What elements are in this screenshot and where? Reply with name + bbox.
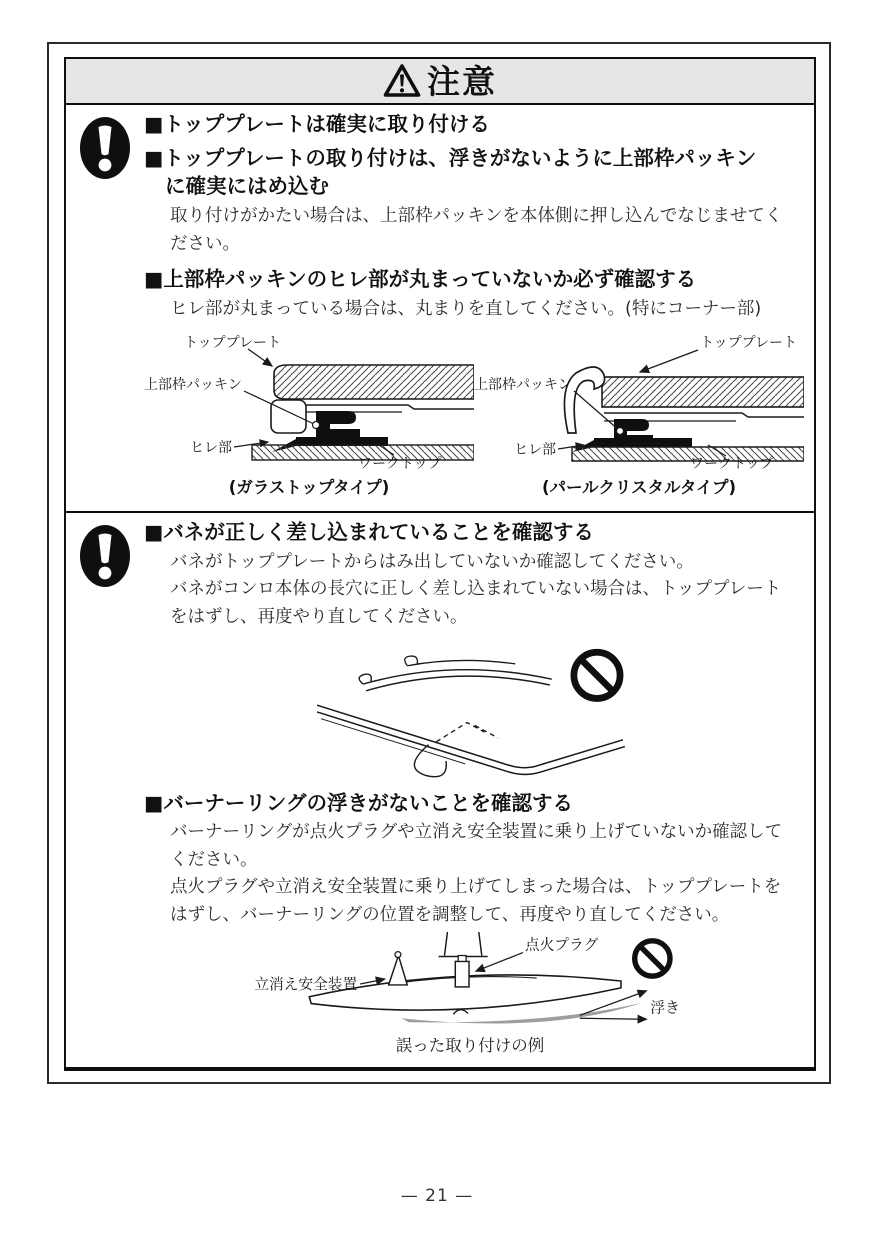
body-line: 点火プラグや立消え安全装置に乗り上げてしまった場合は、トッププレートを (170, 877, 782, 898)
body-paragraph (144, 296, 796, 324)
label-top-plate: トッププレート (700, 335, 798, 352)
body-line: ください。 (170, 849, 258, 870)
body-line: はずし、バーナーリングの位置を調整して、再度やり直してください。 (170, 905, 730, 926)
heading-check-fin: ■上部枠パッキンのヒレ部が丸まっていないか必ず確認する (144, 267, 697, 292)
section-spring-burner (66, 511, 814, 1056)
body-paragraph (144, 549, 796, 632)
label-worktop: ワークトップ (690, 456, 774, 470)
heading-burner-ring: ■バーナーリングの浮きがないことを確認する (144, 790, 573, 815)
heading-attach-top-plate: ■トッププレートは確実に取り付ける (144, 112, 490, 136)
label-safety-device: 立消え安全装置 (254, 975, 358, 993)
diagram-glass-top (144, 333, 474, 498)
glass-top-cross-section (144, 333, 474, 469)
page-number: — 21 — (400, 1186, 474, 1206)
body-line: バーナーリングが点火プラグや立消え安全装置に乗り上げていないか確認して (170, 822, 783, 843)
label-ignition-plug: 点火プラグ (524, 936, 599, 954)
caption-wrong-install: 誤った取り付けの例 (395, 1035, 545, 1055)
caution-header (66, 59, 814, 105)
caution-box (64, 57, 816, 1071)
label-worktop: ワークトップ (358, 456, 442, 470)
body-line: バネがトッププレートからはみ出していないか確認してください。 (170, 551, 694, 572)
spring-misinsert-diagram (305, 634, 635, 786)
body-paragraph (144, 203, 796, 258)
prohibition-icon (635, 941, 670, 976)
body-line: ださい。 (170, 233, 240, 254)
pearl-crystal-cross-section (474, 333, 804, 469)
body-line: をはずし、再度やり直してください。 (170, 606, 468, 627)
caption-pearl-crystal: (パールクリスタルタイプ) (541, 478, 737, 498)
heading-spring-check: ■バネが正しく差し込まれていることを確認する (144, 520, 594, 544)
label-float: 浮き (650, 999, 680, 1017)
body-line: ヒレ部が丸まっている場合は、丸まりを直してください。(特にコーナー部) (170, 298, 762, 319)
body-line: バネがコンロ本体の長穴に正しく差し込まれていない場合は、トッププレート (170, 579, 782, 600)
caption-glass-top: (ガラストップタイプ) (228, 478, 390, 498)
heading-fit-packing-line1: ■トッププレートの取り付けは、浮きがないように上部枠パッキン (144, 145, 757, 170)
heading-fit-packing-line2: に確実にはめ込む (165, 174, 329, 199)
caution-title: 注意 (427, 61, 497, 101)
burner-ring-diagram (250, 932, 690, 1032)
diagram-pearl-crystal (474, 333, 804, 498)
section-top-plate (66, 105, 814, 511)
body-line: 取り付けがかたい場合は、上部枠パッキンを本体側に押し込んでなじませてく (170, 205, 783, 226)
packing-diagrams (144, 333, 796, 498)
label-top-plate: トッププレート (184, 335, 282, 352)
prohibition-icon (574, 652, 620, 698)
label-fin: ヒレ部 (190, 440, 232, 457)
body-paragraph (144, 819, 796, 930)
label-packing: 上部枠パッキン (144, 377, 242, 394)
label-packing: 上部枠パッキン (474, 377, 572, 394)
warning-triangle-icon (383, 63, 421, 99)
mandatory-icon (79, 116, 131, 180)
label-fin: ヒレ部 (514, 442, 556, 459)
mandatory-icon (79, 524, 131, 588)
